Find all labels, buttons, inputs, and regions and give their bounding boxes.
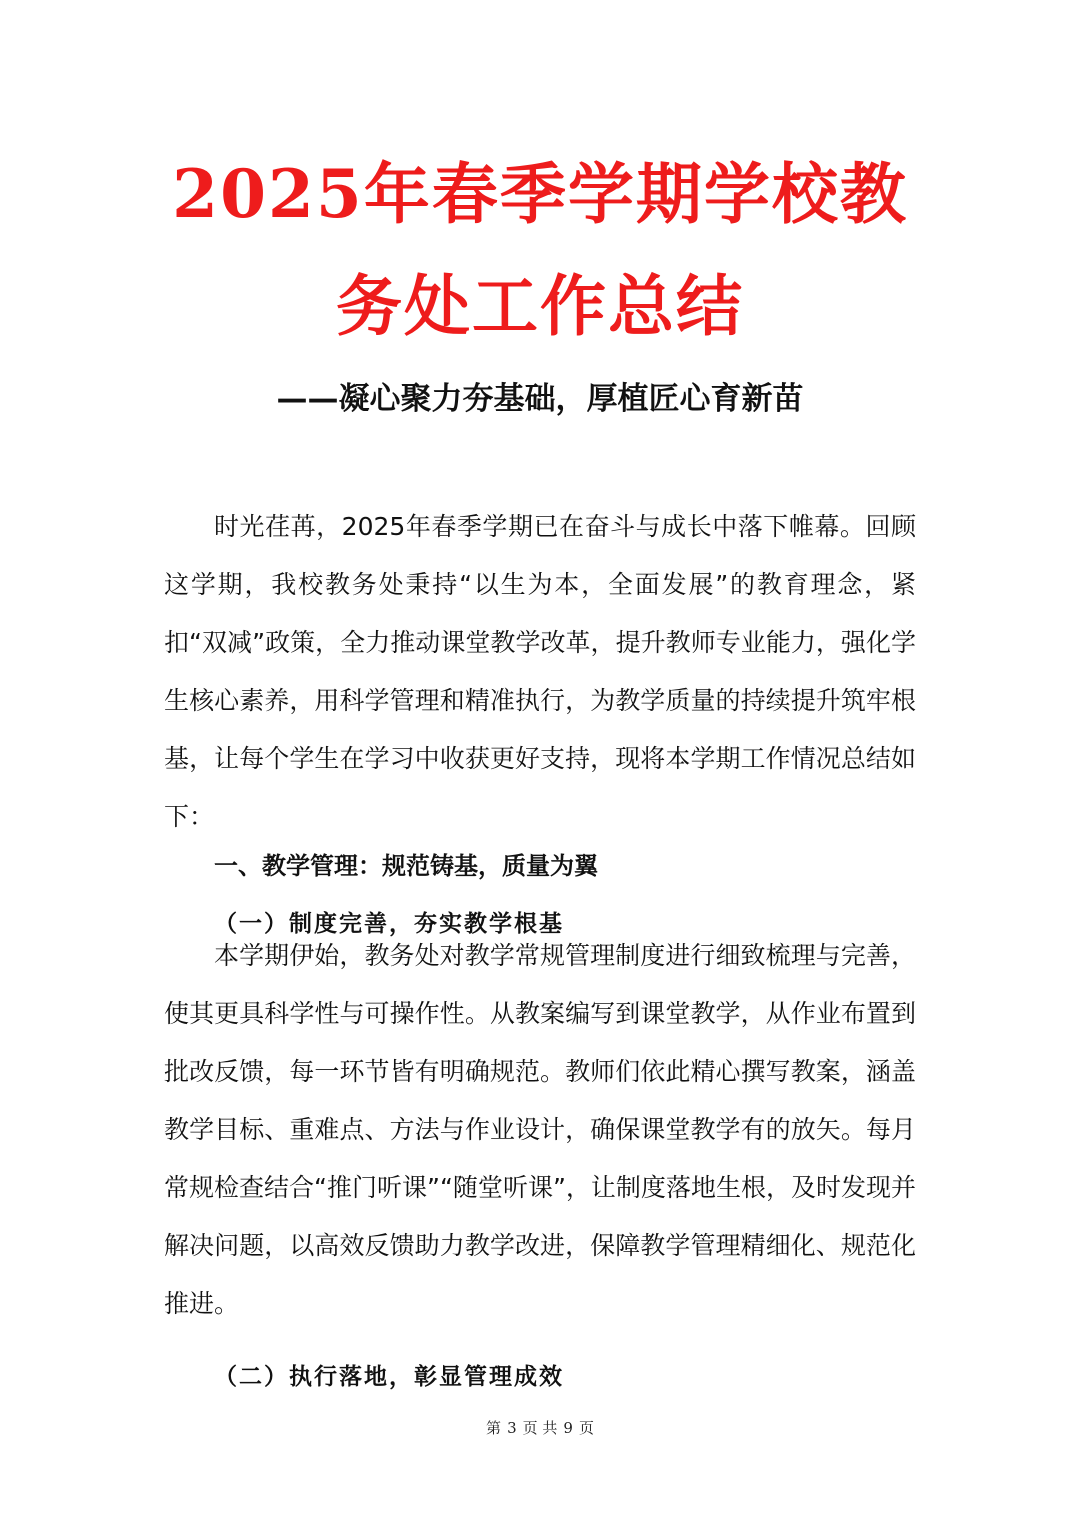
title-line-2: 务处工作总结 xyxy=(336,267,744,345)
title-line-1: 2025年春季学期学校教 xyxy=(172,155,908,233)
footer-middle: 页 共 xyxy=(522,1419,558,1437)
section-1-subheading-2: （二）执行落地，彰显管理成效 xyxy=(214,1363,564,1390)
page-footer xyxy=(0,1416,1080,1440)
subtitle: ——凝心聚力夯基础，厚植匠心育新苗 xyxy=(276,381,804,417)
section-1-heading: 一、教学管理：规范铸基，质量为翼 xyxy=(214,852,598,880)
footer-suffix: 页 xyxy=(578,1419,594,1437)
footer-prefix: 第 xyxy=(486,1419,502,1437)
section-1-sub-1-paragraph: 本学期伊始，教务处对教学常规管理制度进行细致梳理与完善，使其更具科学性与可操作性。从教案编写到课堂教学，从作业布置到批改反馈，每一环节皆有明确规范。教师们依此精心撰写教案，涵盖教学目标、重难点、方法与作业设计，确保课堂教学有的放矢。每月常规检查结合“推门听课”“随堂听课”，让制度落地生根，及时发现并解决问题，以高效反馈助力教学改进，保障教学管理精细化、规范化推进。 xyxy=(164,941,916,1318)
footer-current-page: 3 xyxy=(507,1419,517,1437)
intro-paragraph: 时光荏苒，2025年春季学期已在奋斗与成长中落下帷幕。回顾这学期，我校教务处秉持“以生为本，全面发展”的教育理念，紧扣“双减”政策，全力推动课堂教学改革，提升教师专业能力，强化学生核心素养，用科学管理和精准执行，为教学质量的持续提升筑牢根基，让每个学生在学习中收获更好支持，现将本学期工作情况总结如下： xyxy=(164,512,916,831)
section-1-subheading-1: （一）制度完善，夯实教学根基 xyxy=(214,910,564,937)
footer-total-pages: 9 xyxy=(563,1419,573,1437)
